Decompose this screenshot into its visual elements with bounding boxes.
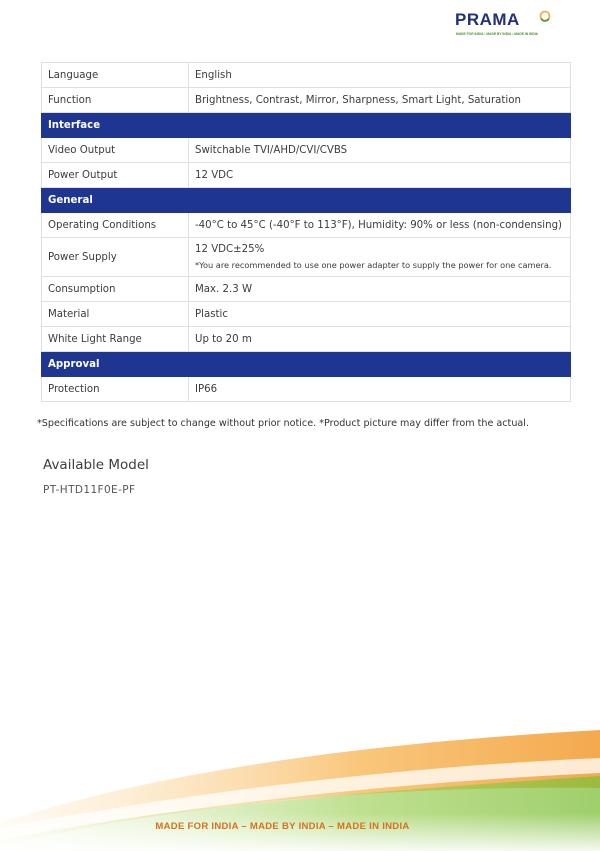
spec-row	[42, 327, 571, 352]
spec-label: Material	[42, 302, 189, 327]
spec-label: Language	[42, 63, 189, 88]
spec-value: Brightness, Contrast, Mirror, Sharpness, Smart Light, Saturation	[195, 94, 521, 106]
spec-value: 12 VDC	[195, 169, 234, 181]
spec-row	[42, 302, 571, 327]
spec-label: Power Output	[42, 163, 189, 188]
spec-row	[42, 238, 571, 277]
specification-table	[41, 62, 571, 402]
available-model-number: PT-HTD11F0E-PF	[43, 484, 136, 496]
section-header	[42, 188, 571, 213]
specification-table-body	[42, 63, 571, 402]
spec-value-cell	[189, 138, 571, 163]
spec-value-cell	[189, 302, 571, 327]
spec-label: Power Supply	[42, 238, 189, 277]
spec-value: IP66	[195, 383, 218, 395]
available-model-heading: Available Model	[43, 457, 149, 473]
spec-label: Function	[42, 88, 189, 113]
spec-value-cell	[189, 88, 571, 113]
disclaimer-note: *Specifications are subject to change without prior notice. *Product picture may differ from the actual.	[37, 418, 529, 429]
spec-value: English	[195, 69, 232, 81]
spec-row	[42, 163, 571, 188]
spec-label: Video Output	[42, 138, 189, 163]
spec-row	[42, 213, 571, 238]
logo-ring-icon	[539, 10, 551, 22]
spec-value: Switchable TVI/AHD/CVI/CVBS	[195, 144, 348, 156]
footer-tricolor-wave	[0, 728, 600, 851]
spec-value-cell	[189, 238, 571, 277]
spec-label: Operating Conditions	[42, 213, 189, 238]
section-header	[42, 113, 571, 138]
spec-value: -40°C to 45°C (-40°F to 113°F), Humidity: 90% or less (non-condensing)	[195, 219, 563, 231]
spec-value-cell	[189, 377, 571, 402]
spec-value-cell	[189, 327, 571, 352]
spec-value-cell	[189, 63, 571, 88]
section-title: General	[42, 188, 571, 213]
spec-label: White Light Range	[42, 327, 189, 352]
section-title: Interface	[42, 113, 571, 138]
spec-row	[42, 138, 571, 163]
footer-slogan: MADE FOR INDIA – MADE BY INDIA – MADE IN INDIA	[155, 821, 410, 832]
spec-value: Up to 20 m	[195, 333, 252, 345]
spec-row	[42, 88, 571, 113]
section-header	[42, 352, 571, 377]
spec-value-cell	[189, 163, 571, 188]
spec-value-cell	[189, 277, 571, 302]
spec-value: Plastic	[195, 308, 228, 320]
logo-wordmark: PRAMA	[455, 10, 520, 29]
spec-row	[42, 277, 571, 302]
spec-value: 12 VDC±25%	[195, 243, 265, 255]
spec-label: Consumption	[42, 277, 189, 302]
spec-value: Max. 2.3 W	[195, 283, 253, 295]
spec-value-cell	[189, 213, 571, 238]
spec-row	[42, 63, 571, 88]
spec-label: Protection	[42, 377, 189, 402]
prama-logo	[455, 10, 555, 40]
spec-row	[42, 377, 571, 402]
spec-note: *You are recommended to use one power adapter to supply the power for one camera.	[195, 259, 552, 270]
section-title: Approval	[42, 352, 571, 377]
logo-tagline: MADE FOR INDIA • MADE BY INDIA • MADE IN INDIA	[456, 32, 539, 36]
